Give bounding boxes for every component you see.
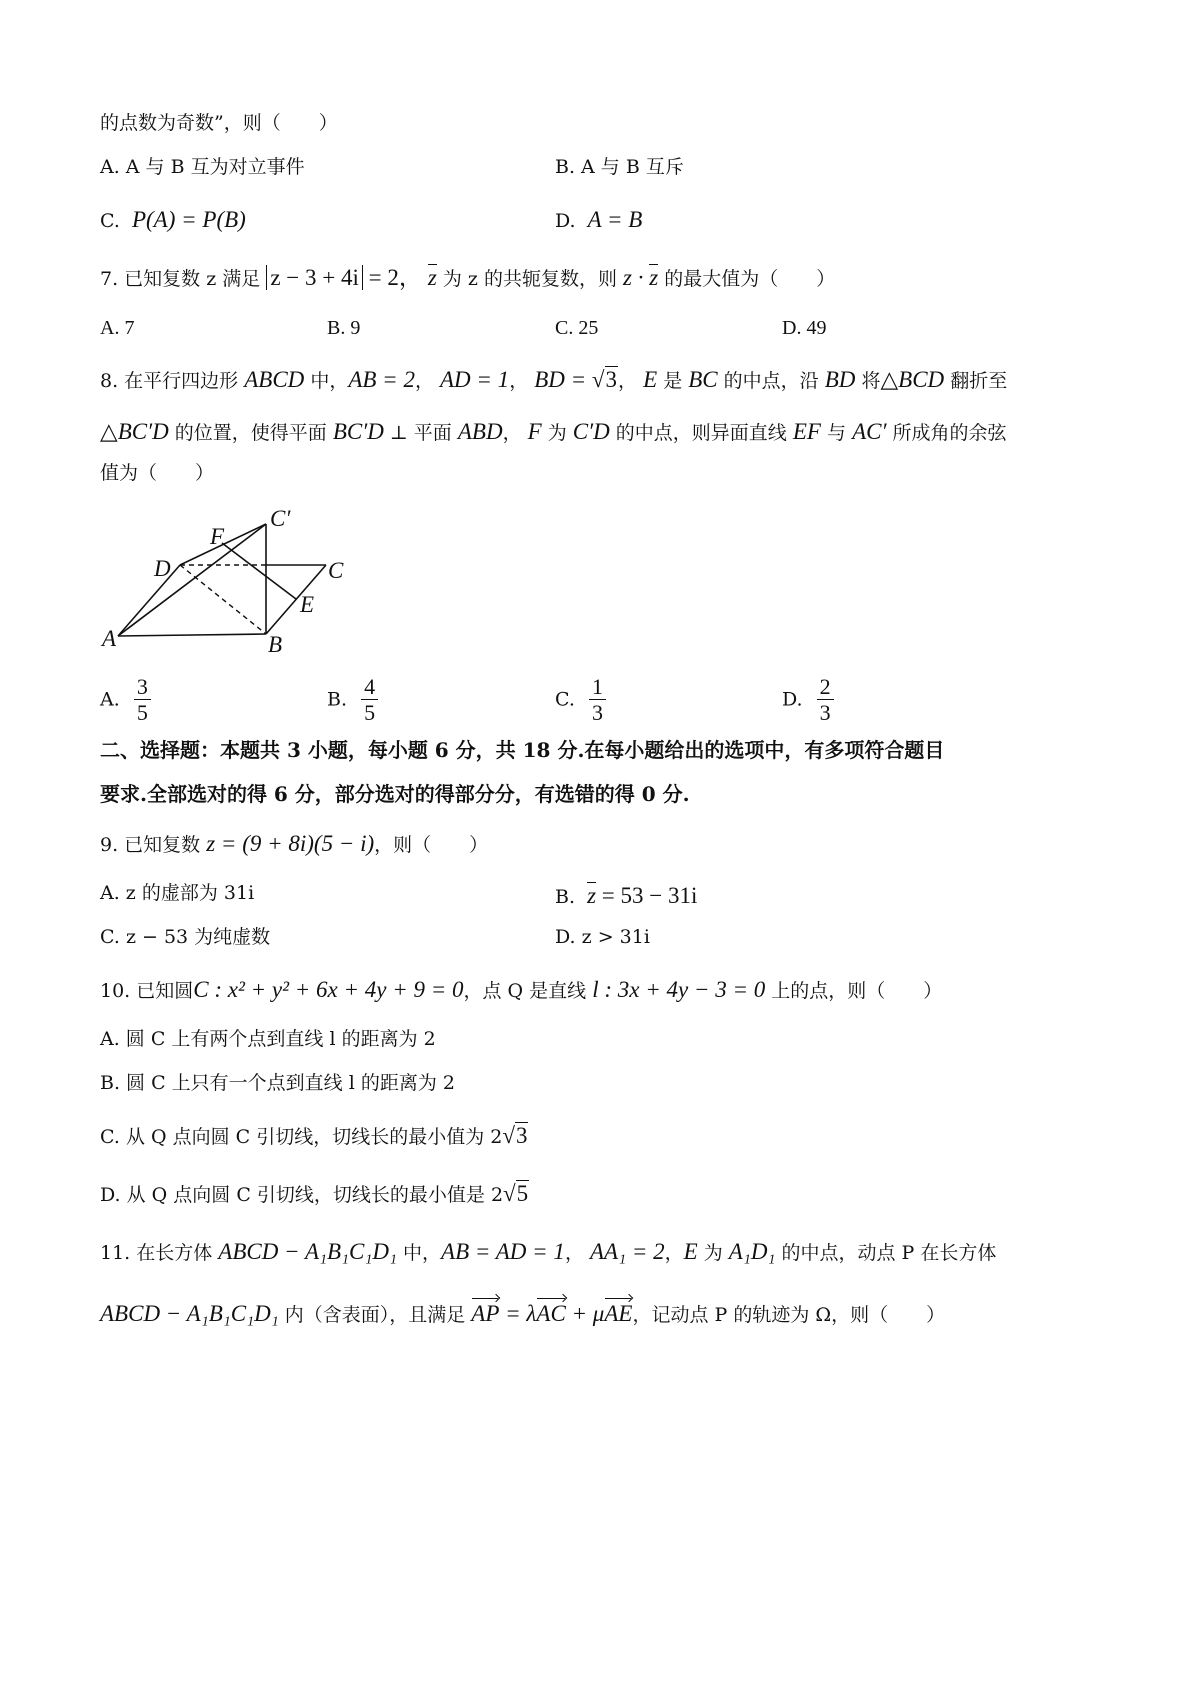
q6-stem-continuation: 的点数为奇数”，则（ ） [100, 112, 338, 134]
q8-option-a [100, 674, 151, 726]
vector-ap: AP [471, 1296, 499, 1325]
q8-option-d [782, 674, 834, 726]
q7-option-d: D. 49 [782, 317, 827, 339]
numerator: 3 [134, 674, 151, 700]
q10-stem [100, 978, 942, 1001]
math: + μ [565, 1301, 605, 1326]
fraction [361, 674, 378, 726]
text: 上的点，则（ ） [765, 980, 943, 1002]
denominator: 3 [819, 700, 831, 726]
edge-ab [118, 634, 266, 636]
denominator: 3 [591, 700, 603, 726]
text: 的最大值为（ ） [658, 268, 836, 290]
text: ，则（ ） [374, 834, 489, 856]
fraction [817, 674, 834, 726]
edge-ad [118, 565, 180, 636]
option-label: A. [100, 882, 120, 904]
section-2-heading-line1: 二、选择题：本题共 3 小题，每小题 6 分，共 18 分.在每小题给出的选项中，有多项符合题目 [100, 738, 945, 762]
text: 内（含表面），且满足 [278, 1304, 472, 1326]
text: 8. 在平行四边形 [100, 370, 245, 392]
sqrt-radicand: 3 [605, 367, 618, 392]
text: 是 [657, 370, 689, 392]
q9-option-d [555, 928, 650, 947]
math: BC [688, 367, 718, 392]
q7-option-b: B. 9 [327, 317, 361, 339]
text: ⊥ 平面 [383, 422, 458, 444]
option-label: B. [555, 886, 576, 908]
math: BD [824, 367, 856, 392]
math: AD = 1 [440, 367, 510, 392]
text: 翻折至 [944, 370, 1008, 392]
q11-stem-line1: 11. 在长方体 ABCD − A₁B₁C₁D₁ 中，AB = AD = 1， AA₁ = 2，E 为 A₁D₁ 的中点，动点 P 在长方体 [100, 1239, 997, 1264]
math: = λ [499, 1301, 537, 1326]
conjugate-z: z [587, 883, 597, 908]
q8-fold-figure [100, 500, 360, 660]
text: 将 [855, 370, 881, 392]
math: C′D [572, 419, 610, 444]
math: AB = AD = 1 [441, 1239, 565, 1264]
text: ， [664, 1242, 684, 1264]
math: EF [792, 419, 821, 444]
option-label: D. [782, 688, 803, 711]
text: z − 53 为纯虚数 [119, 926, 271, 948]
denominator: 5 [364, 700, 376, 726]
math: ABCD − A₁B₁C₁D₁ [218, 1239, 397, 1264]
text: 9. 已知复数 [100, 834, 207, 856]
text: 10. 已知圆 [100, 980, 194, 1002]
math: AA₁ = 2 [589, 1239, 665, 1264]
edge-ac1 [118, 524, 266, 636]
math: △BC′D [100, 419, 169, 444]
text: ，点 Q 是直线 [463, 980, 593, 1002]
numerator: 4 [361, 674, 378, 700]
option-label: B. [327, 688, 348, 711]
vector-ae: AE [604, 1296, 632, 1325]
text: C. 从 Q 点向圆 C 引切线，切线长的最小值为 2 [100, 1126, 503, 1148]
text: 为 z 的共轭复数，则 [436, 268, 624, 290]
label-b: B [268, 632, 283, 657]
q7-product: z · z [623, 265, 659, 290]
q8-option-c [555, 674, 606, 726]
text: 所成角的余弦 [886, 422, 1007, 444]
numerator: 1 [589, 674, 606, 700]
section-2-heading-line2: 要求.全部选对的得 6 分，部分选对的得部分分，有选错的得 0 分. [100, 782, 690, 806]
q8-stem-line2: △BC′D 的位置，使得平面 BC′D ⊥ 平面 ABD， F 为 C′D 的中点，则异面直线 EF 与 AC′ 所成角的余弦 [100, 419, 1007, 444]
text: 7. 已知复数 z 满足 [100, 268, 261, 290]
q8-stem-line3: 值为（ ） [100, 462, 215, 484]
q9-option-c [100, 928, 270, 947]
math: E [683, 1239, 698, 1264]
label-a: A [102, 626, 117, 651]
q6-option-c [100, 208, 246, 231]
vector-ac: AC [536, 1296, 565, 1325]
math: AC′ [852, 419, 887, 444]
sqrt-radicand: 5 [516, 1181, 529, 1206]
text: 的位置，使得平面 [168, 422, 333, 444]
math: ABD [457, 419, 503, 444]
q7-option-a: A. 7 [100, 317, 135, 339]
text: 中， [304, 370, 349, 392]
math: BC′D [332, 419, 384, 444]
text: 为 [541, 422, 573, 444]
text: 中， [397, 1242, 442, 1264]
q10-option-d: D. 从 Q 点向圆 C 引切线，切线长的最小值是 2√5 [100, 1181, 529, 1206]
q10-option-a: A. 圆 C 上有两个点到直线 l 的距离为 2 [100, 1028, 436, 1050]
q6-option-b: B. A 与 B 互斥 [555, 156, 684, 178]
q9-expression: z = (9 + 8i)(5 − i) [206, 831, 375, 856]
q10-option-b: B. 圆 C 上只有一个点到直线 l 的距离为 2 [100, 1072, 455, 1094]
q6-option-d-formula: A = B [587, 207, 643, 232]
q9-option-a [100, 884, 254, 903]
math: A₁D₁ [728, 1239, 776, 1264]
q10-line-equation: l : 3x + 4y − 3 = 0 [592, 977, 766, 1002]
option-label: A. [100, 688, 120, 711]
q10-circle-equation: C : x² + y² + 6x + 4y + 9 = 0 [193, 977, 464, 1002]
text: 的中点，沿 [717, 370, 825, 392]
text: 11. 在长方体 [100, 1242, 219, 1264]
label-f: F [210, 524, 225, 549]
math: E [643, 367, 658, 392]
q6-option-d [555, 208, 642, 231]
text: = 2， [362, 265, 422, 290]
q9-option-b [555, 884, 697, 907]
text: 为 [697, 1242, 729, 1264]
option-label: D. [555, 210, 576, 232]
option-label: C. [555, 688, 575, 711]
fraction [134, 674, 151, 726]
q6-option-c-formula: P(A) = P(B) [131, 207, 246, 232]
denominator: 5 [136, 700, 148, 726]
edge-db-hidden [180, 565, 266, 634]
q8-stem-line1: 8. 在平行四边形 ABCD 中，AB = 2， AD = 1， BD = √3， E 是 BC 的中点，沿 BD 将△BCD 翻折至 [100, 367, 1008, 392]
math: BD = [534, 367, 592, 392]
label-d: D [154, 556, 171, 581]
text: ，记动点 P 的轨迹为 Ω，则（ ） [632, 1304, 946, 1326]
text: z 的虚部为 31i [119, 882, 255, 904]
math: ABCD [244, 367, 305, 392]
text: D. 从 Q 点向圆 C 引切线，切线长的最小值是 2 [100, 1184, 504, 1206]
segment-ef [222, 543, 296, 599]
label-c-prime: C′ [270, 506, 291, 531]
edge-cb [266, 565, 326, 634]
text: z > 31i [575, 926, 650, 948]
math: AB = 2 [348, 367, 415, 392]
text: 的中点，则异面直线 [609, 422, 793, 444]
text: 与 [820, 422, 853, 444]
q10-option-c: C. 从 Q 点向圆 C 引切线，切线长的最小值为 2√3 [100, 1123, 528, 1148]
math: ABCD − A₁B₁C₁D₁ [100, 1301, 279, 1326]
q7-abs-expression: z − 3 + 4i [266, 265, 363, 290]
q9-stem [100, 832, 488, 855]
text: 的中点，动点 P 在长方体 [775, 1242, 997, 1264]
q7-conjugate-z: z [427, 265, 437, 290]
math: = 53 − 31i [596, 883, 698, 908]
q11-stem-line2 [100, 1296, 945, 1325]
label-c: C [328, 558, 344, 583]
numerator: 2 [817, 674, 834, 700]
q7-stem [100, 266, 835, 289]
option-label: D. [555, 926, 576, 948]
sqrt-radicand: 3 [515, 1123, 528, 1148]
option-label: C. [100, 926, 120, 948]
q8-option-b [327, 674, 378, 726]
label-e: E [300, 592, 315, 617]
math: △BCD [880, 367, 945, 392]
math: F [527, 419, 542, 444]
q7-option-c: C. 25 [555, 317, 599, 339]
option-label: C. [100, 210, 120, 232]
fraction [589, 674, 606, 726]
q6-option-a: A. A 与 B 互为对立事件 [100, 156, 305, 178]
